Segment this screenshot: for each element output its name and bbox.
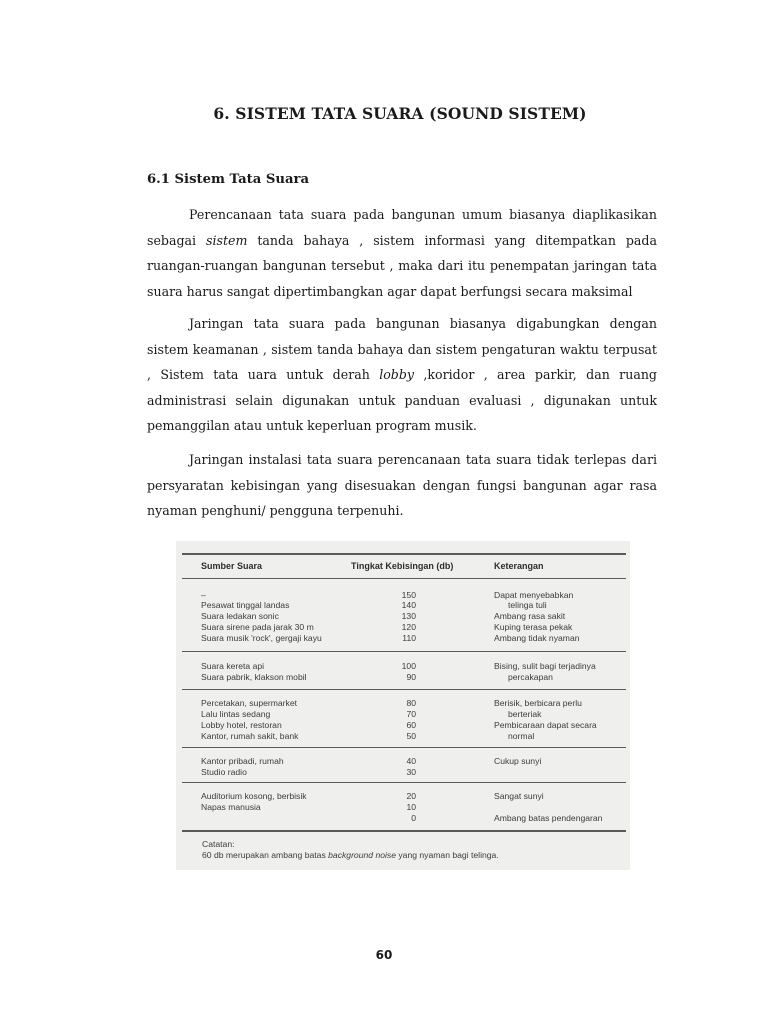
table-cell: 90 — [406, 672, 416, 682]
table-note-text-b: yang nyaman bagi telinga. — [395, 850, 499, 860]
table-cell: Suara ledakan sonic — [201, 611, 279, 621]
table-cell: Sangat sunyi — [494, 791, 544, 801]
table-cell: Suara sirene pada jarak 30 m — [201, 622, 314, 632]
table-bottom-rule — [182, 830, 626, 832]
table-group-rule — [182, 651, 626, 652]
table-cell: Ambang tidak nyaman — [494, 633, 580, 643]
table-cell: Suara pabrik, klakson mobil — [201, 672, 307, 682]
table-cell: Auditorium kosong, berbisik — [201, 791, 307, 801]
table-header-description: Keterangan — [494, 561, 544, 571]
paragraph-2-emphasis: lobby — [379, 367, 415, 382]
table-cell: Lobby hotel, restoran — [201, 720, 282, 730]
table-cell: 130 — [401, 611, 416, 621]
table-cell: Studio radio — [201, 767, 247, 777]
paragraph-2-text-b: ,koridor , area parkir, dan ruang administrasi selain digunakan untuk panduan evaluasi , digunakan untuk pemanggilan atau untuk keperluan program musik. — [147, 367, 657, 433]
table-cell: 10 — [406, 802, 416, 812]
table-cell: – — [201, 590, 206, 600]
table-cell: 100 — [401, 661, 416, 671]
table-cell: Dapat menyebabkan — [494, 590, 574, 600]
table-cell: 140 — [401, 600, 416, 610]
table-note-emphasis: background noise — [328, 850, 396, 860]
paragraph-2 — [147, 311, 657, 439]
table-cell: 60 — [406, 720, 416, 730]
table-cell: 150 — [401, 590, 416, 600]
table-cell: 70 — [406, 709, 416, 719]
paragraph-1 — [147, 202, 657, 304]
table-cell: 40 — [406, 756, 416, 766]
paragraph-2-text-a: Jaringan tata suara pada bangunan biasanya digabungkan dengan sistem keamanan , sistem tanda bahaya dan sistem pengaturan waktu terpusat , Sistem tata uara untuk derah — [147, 316, 657, 382]
table-header-level: Tingkat Kebisingan (db) — [351, 561, 454, 571]
table-group-rule — [182, 689, 626, 690]
chapter-title: 6. SISTEM TATA SUARA (SOUND SISTEM) — [213, 104, 587, 123]
table-cell: 110 — [402, 633, 416, 643]
table-cell: Suara kereta api — [201, 661, 265, 671]
page-number: 60 — [375, 948, 393, 962]
table-cell: Ambang rasa sakit — [494, 611, 566, 621]
table-cell: Pesawat tinggal landas — [201, 600, 290, 610]
table-cell: percakapan — [508, 672, 553, 682]
paragraph-1-text-a: Perencanaan tata suara pada bangunan umum biasanya diaplikasikan sebagai — [147, 207, 657, 248]
table-cell: 80 — [406, 698, 416, 708]
table-cell: Cukup sunyi — [494, 756, 542, 766]
table-note-text-a: 60 db merupakan ambang batas — [202, 850, 329, 860]
table-group-rule — [182, 782, 626, 783]
paragraph-1-emphasis: sistem — [206, 232, 248, 248]
table-note-label: Catatan: — [202, 839, 235, 849]
table-group-rule — [182, 747, 626, 748]
paragraph-3: Jaringan instalasi tata suara perencanaan tata suara tidak terlepas dari persyaratan kebisingan yang disesuakan dengan fungsi bangunan agar rasa nyaman penghuni/ pengguna terpenuhi. — [147, 452, 657, 518]
table-cell: Napas manusia — [201, 802, 261, 812]
table-cell: 20 — [406, 791, 416, 801]
table-cell: Berisik, berbicara perlu — [494, 698, 582, 708]
table-top-rule — [182, 553, 626, 555]
table-cell: Kuping terasa pekak — [494, 622, 573, 632]
table-cell: Percetakan, supermarket — [201, 698, 298, 708]
paragraph-1-text-b: tanda bahaya , sistem informasi yang ditempatkan pada ruangan-ruangan bangunan tersebut , maka dari itu penempatan jaringan tata suara harus sangat dipertimbangkan agar dapat berfungsi secara maksimal — [147, 232, 657, 299]
noise-level-table — [176, 541, 630, 870]
table-cell: Pembicaraan dapat secara — [494, 720, 597, 730]
table-note — [202, 850, 499, 860]
table-cell: Kantor pribadi, rumah — [201, 756, 284, 766]
table-cell: Kantor, rumah sakit, bank — [201, 731, 299, 741]
table-header-rule — [182, 578, 626, 579]
section-heading: 6.1 Sistem Tata Suara — [147, 172, 309, 187]
table-cell: 50 — [406, 731, 416, 741]
table-cell: 30 — [406, 767, 416, 777]
table-cell: Bising, sulit bagi terjadinya — [494, 661, 596, 671]
table-cell: telinga tuli — [508, 600, 547, 610]
table-cell: 120 — [401, 622, 416, 632]
table-cell: Suara musik 'rock', gergaji kayu — [201, 633, 322, 643]
table-cell: Ambang batas pendengaran — [494, 813, 603, 823]
table-cell: berteriak — [508, 709, 542, 719]
table-cell: 0 — [411, 813, 416, 823]
table-header-source: Sumber Suara — [201, 561, 263, 571]
table-cell: normal — [508, 731, 535, 741]
table-cell: Lalu lintas sedang — [201, 709, 271, 719]
